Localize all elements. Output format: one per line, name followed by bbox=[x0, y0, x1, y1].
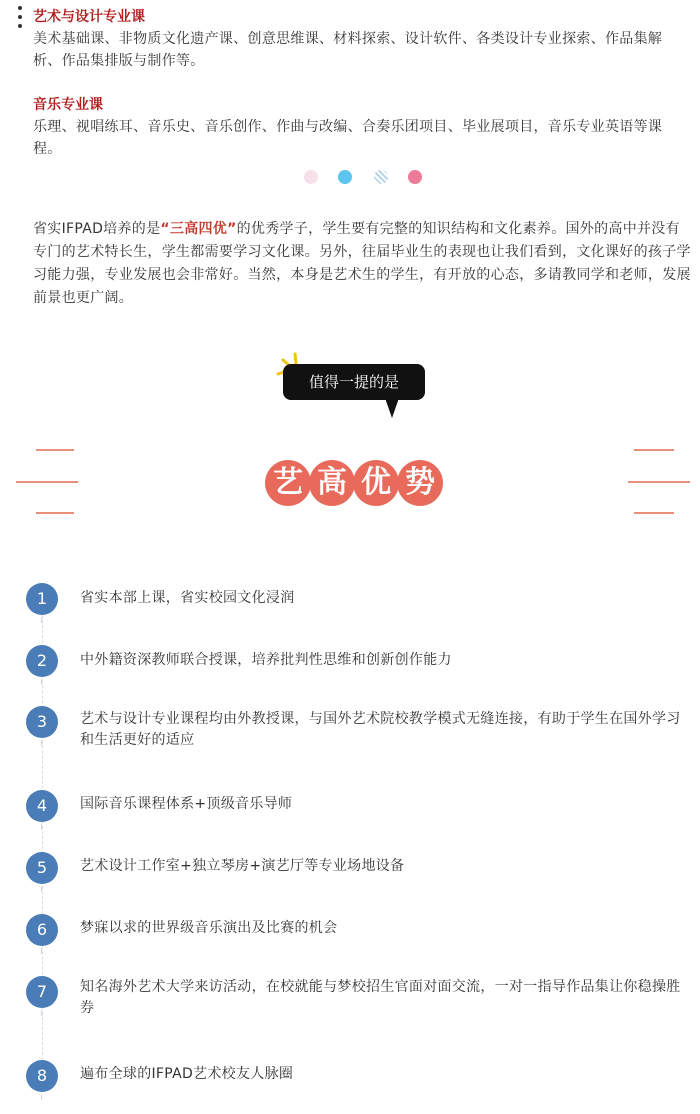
bubble-tail bbox=[385, 398, 399, 418]
dot-pink-light bbox=[304, 170, 318, 184]
list-item-text: 艺术设计工作室+独立琴房+演艺厅等专业场地设备 bbox=[80, 858, 405, 874]
list-item-text: 知名海外艺术大学来访活动，在校就能与梦校招生官面对面交流，一对一指导作品集让你稳操胜券 bbox=[80, 979, 681, 1016]
dot-striped bbox=[374, 170, 388, 184]
number-badge: 8 bbox=[26, 1060, 58, 1092]
dot-pink bbox=[408, 170, 422, 184]
number-badge: 3 bbox=[26, 706, 58, 738]
speech-bubble bbox=[275, 352, 435, 422]
art-design-body: 美术基础课、非物质文化遗产课、创意思维课、材料探索、设计软件、各类设计专业探索、作品集解析、作品集排版与制作等。 bbox=[33, 31, 663, 69]
intro-paragraph bbox=[33, 218, 692, 310]
music-section bbox=[33, 96, 688, 160]
number-badge: 1 bbox=[26, 583, 58, 615]
list-item-text: 梦寐以求的世界级音乐演出及比赛的机会 bbox=[80, 920, 338, 936]
music-body: 乐理、视唱练耳、音乐史、音乐创作、作曲与改编、合奏乐团项目、毕业展项目，音乐专业英语等课程。 bbox=[33, 119, 663, 157]
art-design-title: 艺术与设计专业课 bbox=[33, 9, 145, 25]
dot-blue bbox=[338, 170, 352, 184]
intro-text-after: 的优秀学子，学生要有完整的知识结构和文化素养。国外的高中并没有专门的艺术特长生，学生都需要学习文化课。另外，往届毕业生的表现也让我们看到，文化课好的孩子学习能力强，专业发展也会非常好。当然，本身是艺术生的学生，有开放的心态，多请教同学和老师，发展前景也更广阔。 bbox=[33, 221, 691, 306]
number-badge: 5 bbox=[26, 852, 58, 884]
title-char-4: 势 bbox=[397, 460, 443, 506]
title-char-1: 艺 bbox=[265, 460, 311, 506]
advantage-title bbox=[265, 460, 445, 512]
list-item-text: 遍布全球的IFPAD艺术校友人脉圈 bbox=[80, 1066, 294, 1082]
number-badge: 2 bbox=[26, 645, 58, 677]
vertical-dots-decoration bbox=[18, 6, 22, 33]
music-title: 音乐专业课 bbox=[33, 97, 103, 113]
number-badge: 4 bbox=[26, 790, 58, 822]
title-char-2: 高 bbox=[309, 460, 355, 506]
list-item-text: 国际音乐课程体系+顶级音乐导师 bbox=[80, 796, 293, 812]
intro-highlight: “三高四优” bbox=[160, 221, 237, 237]
list-item-text: 艺术与设计专业课程均由外教授课，与国外艺术院校教学模式无缝连接，有助于学生在国外学习和生活更好的适应 bbox=[80, 711, 681, 748]
intro-text-before: 省实IFPAD培养的是 bbox=[33, 221, 161, 237]
list-item-text: 中外籍资深教师联合授课，培养批判性思维和创新创作能力 bbox=[80, 652, 452, 668]
number-badge: 6 bbox=[26, 914, 58, 946]
color-dots-separator bbox=[302, 170, 432, 186]
list-item-text: 省实本部上课，省实校园文化浸润 bbox=[80, 590, 295, 606]
art-design-section bbox=[33, 8, 688, 72]
bubble-label: 值得一提的是 bbox=[283, 364, 425, 400]
title-char-3: 优 bbox=[353, 460, 399, 506]
number-badge: 7 bbox=[26, 976, 58, 1008]
